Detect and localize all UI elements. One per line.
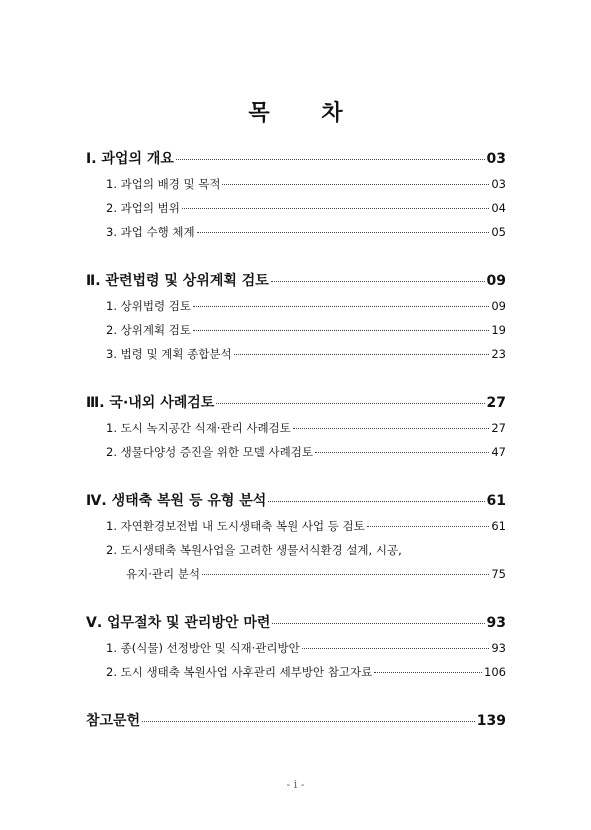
toc-page-number: 05 [491, 225, 506, 239]
toc-item-label: 3. 과업 수행 체계 [106, 225, 195, 239]
dot-leader [293, 428, 490, 429]
dot-leader [234, 354, 490, 355]
toc-item-continuation[interactable] [86, 566, 506, 582]
toc-section-label: 참고문헌 [86, 713, 141, 729]
toc-page-number: 09 [486, 273, 506, 289]
toc-page-number: 27 [491, 421, 506, 435]
toc-section-label: Ⅰ. 과업의 개요 [86, 151, 174, 167]
toc-item-label: 1. 종(식물) 선정방안 및 식재·관리방안 [106, 641, 300, 655]
toc-item-label: 1. 과업의 배경 및 목적 [106, 177, 221, 191]
dot-leader [216, 403, 484, 404]
toc-section-3[interactable] [86, 392, 506, 412]
toc-item[interactable] [86, 322, 506, 338]
toc-references[interactable] [86, 710, 506, 730]
toc-item-label: 2. 도시 생태축 복원사업 사후관리 세부방안 참고자료 [106, 665, 373, 679]
toc-section-label: Ⅳ. 생태축 복원 등 유형 분석 [86, 493, 267, 509]
toc-page-number: 04 [491, 201, 506, 215]
toc-item-label: 2. 상위계획 검토 [106, 323, 191, 337]
toc-page-number: 139 [476, 713, 506, 729]
toc-page-number: 23 [491, 347, 506, 361]
toc-item[interactable] [86, 224, 506, 240]
toc-section-5[interactable] [86, 612, 506, 632]
toc-page-number: 03 [491, 177, 506, 191]
dot-leader [176, 159, 485, 160]
dot-leader [182, 208, 490, 209]
dot-leader [202, 574, 489, 575]
toc-item[interactable] [86, 200, 506, 216]
dot-leader [268, 501, 484, 502]
dot-leader [193, 306, 489, 307]
toc-section-label: Ⅱ. 관련법령 및 상위계획 검토 [86, 273, 269, 289]
toc-item[interactable] [86, 640, 506, 656]
toc-page-number: 27 [486, 395, 506, 411]
toc-item[interactable] [86, 176, 506, 192]
toc-page-number: 47 [491, 445, 506, 459]
toc-section-label: Ⅴ. 업무절차 및 관리방안 마련 [86, 615, 271, 631]
dot-leader [315, 452, 489, 453]
toc-item[interactable] [86, 542, 506, 558]
toc-section-4[interactable] [86, 490, 506, 510]
toc-item[interactable] [86, 444, 506, 460]
toc-page-number: 09 [491, 299, 506, 313]
toc-page-number: 93 [491, 641, 506, 655]
dot-leader [142, 721, 475, 722]
dot-leader [271, 281, 485, 282]
dot-leader [193, 330, 489, 331]
toc-page-number: 106 [484, 665, 506, 679]
toc-page-number: 61 [486, 493, 506, 509]
toc-page-number: 61 [491, 519, 506, 533]
page-title: 목 차 [248, 101, 365, 126]
toc-item-label: 2. 과업의 범위 [106, 201, 180, 215]
toc-item[interactable] [86, 664, 506, 680]
toc-section-2[interactable] [86, 270, 506, 290]
toc-item[interactable] [86, 298, 506, 314]
dot-leader [197, 232, 490, 233]
toc-item[interactable] [86, 346, 506, 362]
toc-item-label: 1. 자연환경보전법 내 도시생태축 복원 사업 등 검토 [106, 519, 365, 533]
page-footer-number: - i - [286, 778, 305, 791]
toc-page-number: 93 [486, 615, 506, 631]
toc-page-number: 75 [491, 567, 506, 581]
toc-item-label: 유지·관리 분석 [126, 567, 200, 581]
toc-item-label: 1. 도시 녹지공간 식재·관리 사례검토 [106, 421, 291, 435]
dot-leader [367, 526, 490, 527]
toc-item[interactable] [86, 518, 506, 534]
toc-item-label: 2. 도시생태축 복원사업을 고려한 생물서식환경 설계, 시공, [106, 543, 402, 557]
toc-item-label: 2. 생물다양성 증진을 위한 모델 사례검토 [106, 445, 313, 459]
toc-section-1[interactable] [86, 148, 506, 168]
toc-page-number: 19 [491, 323, 506, 337]
dot-leader [302, 648, 490, 649]
toc-item[interactable] [86, 420, 506, 436]
toc-section-label: Ⅲ. 국·내외 사례검토 [86, 395, 215, 411]
dot-leader [374, 672, 482, 673]
toc-item-label: 1. 상위법령 검토 [106, 299, 191, 313]
toc-page-number: 03 [486, 151, 506, 167]
dot-leader [222, 184, 489, 185]
dot-leader [272, 623, 484, 624]
toc-item-label: 3. 법령 및 계획 종합분석 [106, 347, 232, 361]
